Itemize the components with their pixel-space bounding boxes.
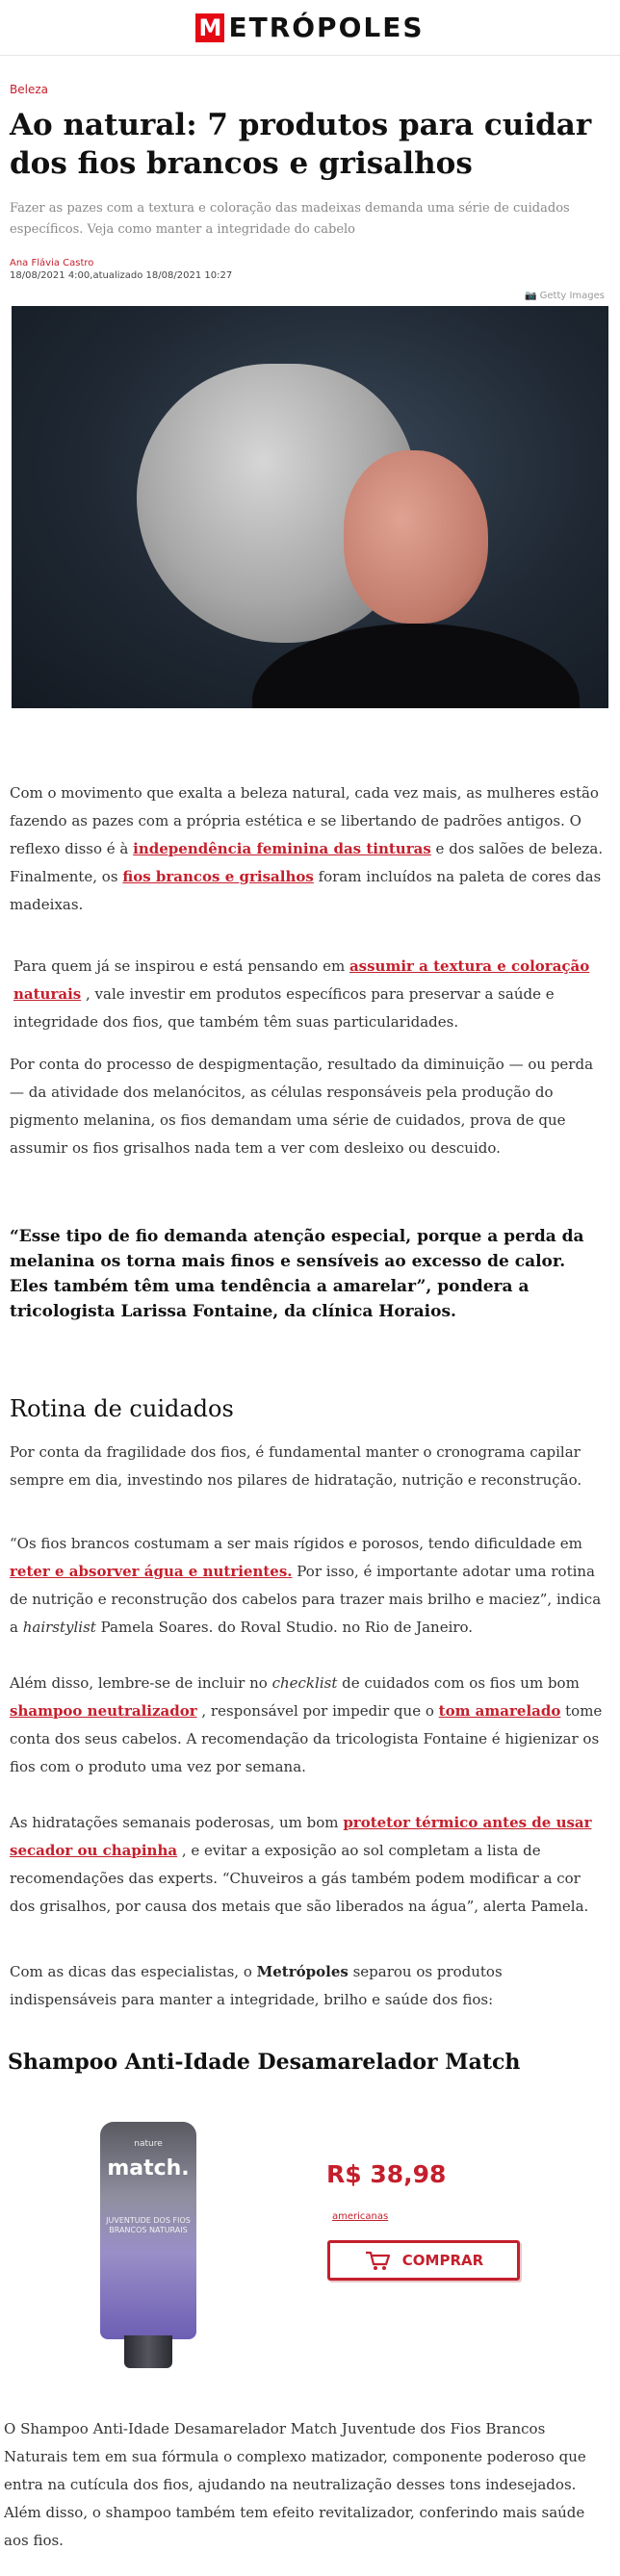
cart-icon [364,2250,391,2271]
link-protetor-termico[interactable]: protetor térmico antes de usar secador ou chapinha [10,1814,592,1859]
link-shampoo-neutralizador[interactable]: shampoo neutralizador [10,1702,197,1720]
link-reter-agua[interactable]: reter e absorver água e nutrientes. [10,1563,293,1580]
site-header [0,0,620,56]
paragraph-4: Por conta da fragilidade dos fios, é fundamental manter o cronograma capilar sempre em dia, investindo nos pilares de hidratação, nutrição e reconstrução. [10,1443,582,1489]
buy-button-label: COMPRAR [401,2252,484,2269]
site-logo[interactable] [195,12,424,43]
paragraph-7: As hidratações semanais poderosas, um bom protetor térmico antes de usar secador ou chapinha , e evitar a exposição ao sol completam a lista de recomendações das experts. “Chuveiros a gás também podem modificar a cor dos grisalhos, por causa dos metais que são liberados na água”, alerta Pamela. [10,1814,592,1915]
paragraph-8: Com as dicas das especialistas, o Metrópoles separou os produtos indispensáveis para manter a integridade, brilho e saúde dos fios: [10,1963,503,2008]
paragraph-5: “Os fios brancos costumam a ser mais rígidos e porosos, tendo dificuldade em reter e absorver água e nutrientes. Por isso, é importante adotar uma rotina de nutrição e reconstrução dos cabelos para trazer mais brilho e maciez”, indica a hairstylist Pamela Soares. do Roval Studio. no Rio de Janeiro. [10,1535,602,1636]
link-fios-brancos[interactable]: fios brancos e grisalhos [122,868,314,885]
pull-quote: “Esse tipo de fio demanda atenção especial, porque a perda da melanina os torna mais finos e sensíveis ao excesso de calor. Eles também têm uma tendência a amarelar”, pondera a tricologista Larissa Fontaine, da clínica Horaios. [10,1227,584,1321]
paragraph-1: Com o movimento que exalta a beleza natural, cada vez mais, as mulheres estão fazendo as pazes com a própria estética e se libertando de padrões antigos. O reflexo disso é à independência feminina das tinturas e dos salões de beleza. Finalmente, os fios brancos e grisalhos foram incluídos na paleta de cores das madeixas. [10,784,604,913]
article-title: Ao natural: 7 produtos para cuidar dos fios brancos e grisalhos [10,108,592,181]
store-link[interactable]: americanas [332,2211,389,2222]
link-independencia[interactable]: independência feminina das tinturas [133,840,431,857]
image-credit-text: Getty Images [539,291,605,301]
buy-button[interactable] [327,2240,520,2281]
hero-face-shape [344,450,488,624]
section-heading-rotina: Rotina de cuidados [10,1395,234,1422]
image-credit [0,291,605,304]
link-tom-amarelado[interactable]: tom amarelado [438,1702,561,1720]
link-assumir-textura[interactable]: assumir a textura e coloração naturais [13,957,590,1003]
product-card [12,2122,608,2372]
paragraph-3: Por conta do processo de despigmentação, resultado da diminuição — ou perda — da atividade dos melanócitos, as células responsáveis pela produção do pigmento melanina, os fios demandam uma série de cuidados, prova de que assumir os fios grisalhos nada tem a ver com desleixo ou descuido. [10,1056,594,1157]
tube-body [100,2122,196,2339]
logo-mark: M [195,13,224,42]
product-brand-small: nature [134,2139,163,2149]
section-tag[interactable]: Beleza [10,83,48,96]
author-name[interactable]: Ana Flávia Castro [10,258,94,268]
logo-wordmark: ETRÓPOLES [228,12,425,43]
paragraph-6: Além disso, lembre-se de incluir no checklist de cuidados com os fios um bom shampoo neutralizador , responsável por impedir que o tom amarelado tome conta dos seus cabelos. A recomendação da tricologista Fontaine é higienizar os fios com o produto uma vez por semana. [10,1674,603,1775]
article-subtitle: Fazer as pazes com a textura e coloração das madeixas demanda uma série de cuidados específicos. Veja como manter a integridade do cabelo [10,201,570,237]
product-image[interactable] [100,2122,196,2370]
paragraph-2: Para quem já se inspirou e está pensando em assumir a textura e coloração naturais , vale investir em produtos específicos para preservar a saúde e integridade dos fios, que também têm suas particularidades. [13,957,590,1031]
publish-dates: 18/08/2021 4:00,atualizado 18/08/2021 10:27 [10,270,233,281]
product-heading: Shampoo Anti-Idade Desamarelador Match [8,2050,521,2075]
product-price: R$ 38,98 [326,2160,447,2188]
product-line-text: JUVENTUDE DOS FIOS BRANCOS NATURAIS [106,2216,191,2234]
camera-icon: 📷 [524,291,537,301]
product-brand: match. [107,2156,190,2181]
paragraph-9: O Shampoo Anti-Idade Desamarelador Match Juventude dos Fios Brancos Naturais tem em sua fórmula o complexo matizador, componente poderoso que entra na cutícula dos fios, ajudando na neutralização desses tons indesejados. Além disso, o shampoo também tem efeito revitalizador, conferindo mais saúde aos fios. [4,2420,586,2549]
hero-image [12,306,608,708]
tube-cap [124,2335,172,2368]
